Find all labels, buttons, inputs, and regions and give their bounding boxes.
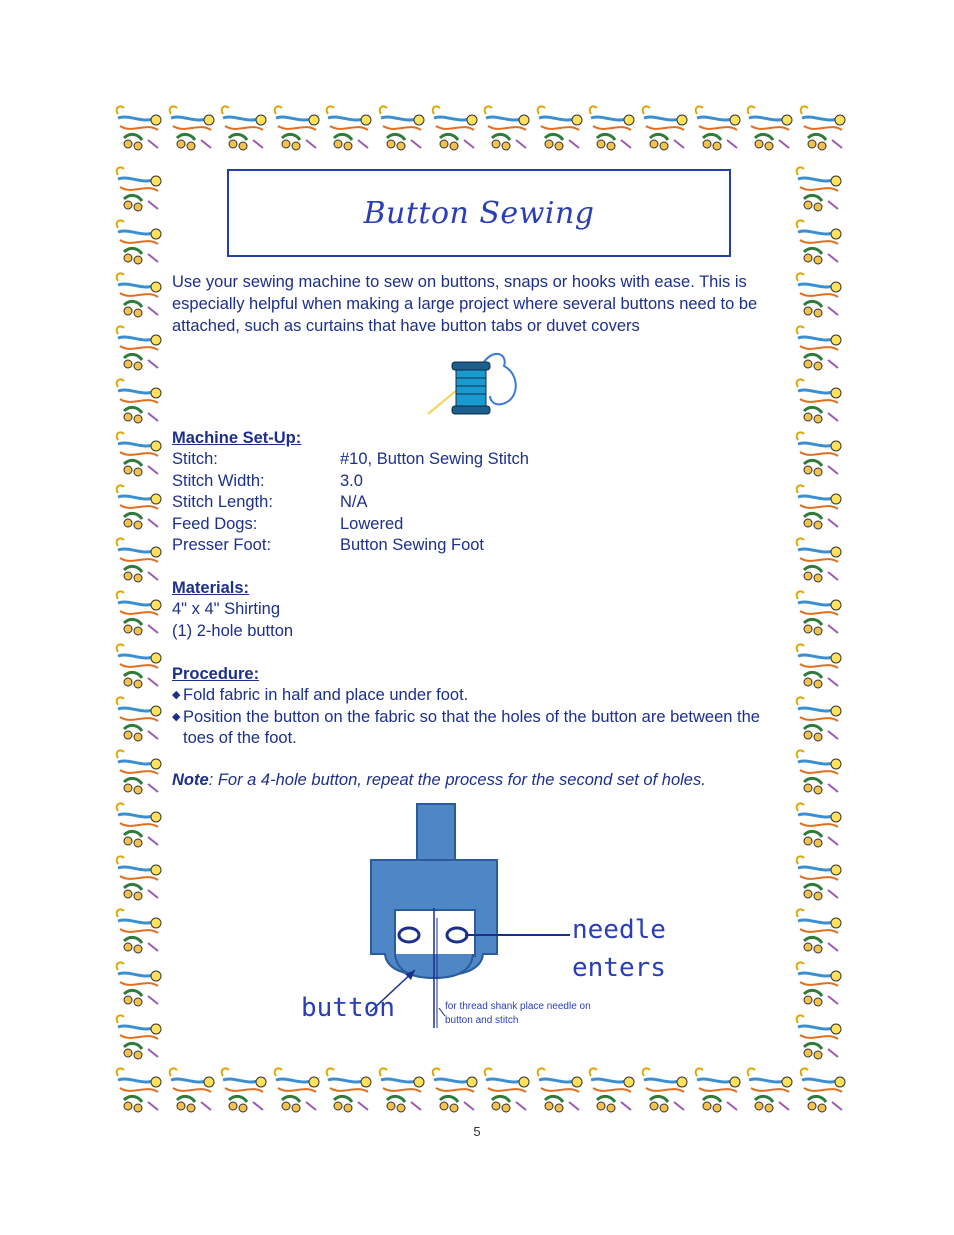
scissors-thread-icon	[112, 377, 164, 429]
scissors-thread-icon	[792, 218, 844, 270]
note	[172, 771, 706, 790]
title-box	[227, 169, 731, 257]
scissors-thread-icon	[375, 104, 427, 156]
scissors-thread-icon	[270, 1066, 322, 1118]
setup-label: Stitch Length:	[172, 493, 273, 512]
scissors-thread-icon	[533, 104, 585, 156]
scissors-thread-icon	[691, 104, 743, 156]
scissors-thread-icon	[217, 1066, 269, 1118]
scissors-thread-icon	[112, 483, 164, 535]
scissors-thread-icon	[792, 324, 844, 376]
bullet-icon: ◆	[172, 689, 181, 701]
shank-note: button and stitch	[445, 1015, 519, 1026]
scissors-thread-icon	[112, 165, 164, 217]
bottom-border	[112, 1066, 848, 1122]
scissors-thread-icon	[792, 695, 844, 747]
scissors-thread-icon	[638, 1066, 690, 1118]
scissors-thread-icon	[165, 104, 217, 156]
scissors-thread-icon	[638, 104, 690, 156]
scissors-thread-icon	[792, 907, 844, 959]
scissors-thread-icon	[796, 104, 848, 156]
scissors-thread-icon	[585, 104, 637, 156]
scissors-thread-icon	[428, 1066, 480, 1118]
scissors-thread-icon	[112, 960, 164, 1012]
scissors-thread-icon	[792, 483, 844, 535]
materials-heading: Materials:	[172, 579, 250, 597]
bullet-icon: ◆	[172, 710, 181, 723]
setup-row	[172, 449, 529, 471]
scissors-thread-icon	[112, 642, 164, 694]
button-foot-diagram	[295, 798, 666, 1034]
setup-value: Lowered	[340, 514, 404, 533]
scissors-thread-icon	[743, 1066, 795, 1118]
setup-value: N/A	[340, 493, 368, 512]
scissors-thread-icon	[796, 1066, 848, 1118]
scissors-thread-icon	[112, 271, 164, 323]
scissors-thread-icon	[792, 430, 844, 482]
scissors-thread-icon	[112, 104, 164, 156]
note-text: : For a 4-hole button, repeat the process for the second set of holes.	[208, 771, 706, 789]
top-border	[112, 104, 848, 160]
right-border	[792, 165, 848, 1065]
scissors-thread-icon	[743, 104, 795, 156]
note-label: Note	[172, 771, 209, 789]
enters-label: enters	[572, 953, 666, 983]
setup-label: Feed Dogs:	[172, 514, 258, 533]
setup-label: Stitch:	[172, 450, 218, 468]
scissors-thread-icon	[480, 1066, 532, 1118]
scissors-thread-icon	[112, 854, 164, 906]
scissors-thread-icon	[792, 165, 844, 217]
scissors-thread-icon	[792, 748, 844, 800]
scissors-thread-icon	[792, 1013, 844, 1065]
materials-list	[172, 599, 293, 642]
scissors-thread-icon	[428, 104, 480, 156]
setup-value: 3.0	[340, 471, 363, 490]
scissors-thread-icon	[165, 1066, 217, 1118]
list-item: (1) 2-hole button	[172, 621, 294, 640]
scissors-thread-icon	[792, 271, 844, 323]
scissors-thread-icon	[112, 430, 164, 482]
scissors-thread-icon	[112, 536, 164, 588]
scissors-thread-icon	[112, 907, 164, 959]
scissors-thread-icon	[792, 960, 844, 1012]
setup-row	[172, 492, 529, 514]
scissors-thread-icon	[322, 1066, 374, 1118]
scissors-thread-icon	[792, 377, 844, 429]
scissors-thread-icon	[792, 536, 844, 588]
scissors-thread-icon	[112, 218, 164, 270]
button-label: button	[301, 993, 395, 1023]
shank-note: for thread shank place needle on	[445, 1001, 591, 1012]
list-item: ◆ Fold fabric in half and place under foot.	[172, 685, 762, 707]
scissors-thread-icon	[112, 748, 164, 800]
scissors-thread-icon	[112, 1013, 164, 1065]
scissors-thread-icon	[585, 1066, 637, 1118]
setup-label: Presser Foot:	[172, 536, 272, 555]
intro-paragraph: Use your sewing machine to sew on buttons, snaps or hooks with ease. This is especially helpful when making a large project where several buttons need to be attached, such as curtains that have button tabs or duvet covers	[172, 273, 758, 335]
scissors-thread-icon	[533, 1066, 585, 1118]
setup-label: Stitch Width:	[172, 471, 265, 490]
setup-table	[172, 449, 529, 557]
scissors-thread-icon	[112, 695, 164, 747]
scissors-thread-icon	[112, 1066, 164, 1118]
scissors-thread-icon	[322, 104, 374, 156]
scissors-thread-icon	[112, 589, 164, 641]
scissors-thread-icon	[792, 642, 844, 694]
scissors-thread-icon	[691, 1066, 743, 1118]
page-title: Button Sewing	[363, 195, 595, 231]
scissors-thread-icon	[112, 801, 164, 853]
procedure-heading: Procedure:	[172, 665, 260, 683]
scissors-thread-icon	[792, 801, 844, 853]
scissors-thread-icon	[792, 854, 844, 906]
setup-value: Button Sewing Foot	[340, 536, 485, 555]
setup-row	[172, 514, 529, 536]
setup-heading: Machine Set-Up:	[172, 429, 302, 447]
list-item: 4" x 4" Shirting	[172, 600, 281, 618]
scissors-thread-icon	[480, 104, 532, 156]
page-number: 5	[473, 1124, 481, 1139]
scissors-thread-icon	[112, 324, 164, 376]
setup-value: #10, Button Sewing Stitch	[340, 450, 529, 468]
scissors-thread-icon	[217, 104, 269, 156]
needle-label: needle	[572, 915, 666, 945]
scissors-thread-icon	[375, 1066, 427, 1118]
setup-row	[172, 471, 529, 493]
procedure-list	[172, 685, 762, 750]
setup-row	[172, 535, 529, 557]
thread-spool-icon	[424, 344, 520, 420]
scissors-thread-icon	[270, 104, 322, 156]
left-border	[112, 165, 168, 1065]
list-item: ◆ Position the button on the fabric so that the holes of the button are between the toes of the foot.	[172, 707, 762, 750]
scissors-thread-icon	[792, 589, 844, 641]
